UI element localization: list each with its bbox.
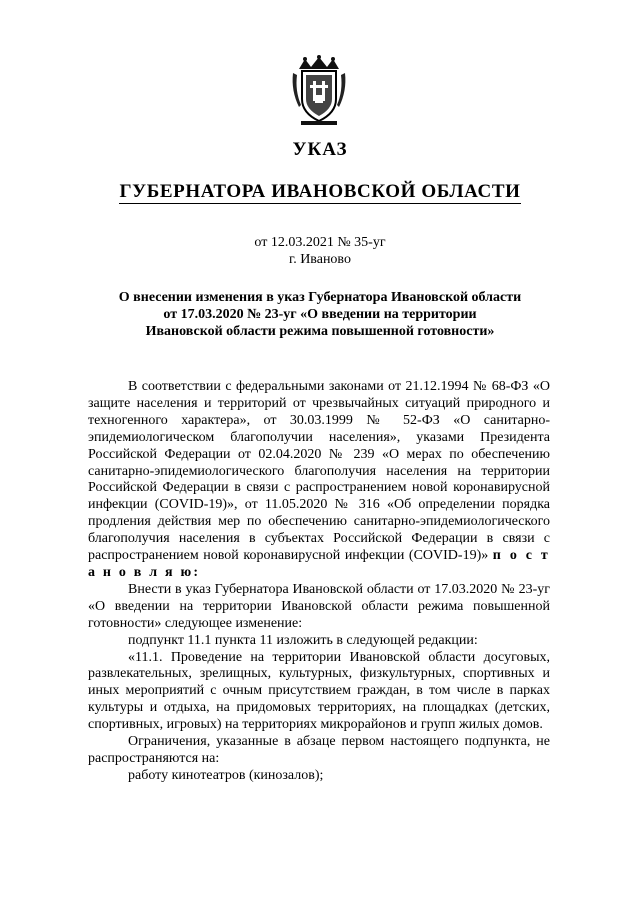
decree-word: п о с т а н о в л я ю: [88,548,551,580]
document-city: г. Иваново [289,252,351,267]
paragraph-5: работу кинотеатров (кинозалов); [128,767,324,783]
paragraph-4: Ограничения, указанные в абзаце первом настоящего подпункта, не распространяются на: [88,734,550,766]
document-date-number: от 12.03.2021 № 35-уг [254,235,386,250]
document-subject [100,289,540,340]
paragraph-1: Внести в указ Губернатора Ивановской области от 17.03.2020 № 23-уг «О введении на территории Ивановской области режима повышенной готовности» следующее изменение: [88,581,550,631]
paragraph-3: «11.1. Проведение на территории Ивановской области досуговых, развлекательных, зрелищных, культурных, физкультурных, спортивных и иных мероприятий с очным присутствием граждан, в том числе в парках культуры и отдыха, на придомовых территориях, на площадках (детских, спортивных, игровых) на территориях микрорайонов и групп жилых домов. [88,649,550,733]
preamble-paragraph [88,379,550,582]
paragraph-2: подпункт 11.1 пункта 11 изложить в следующей редакции: [128,632,478,648]
date-block [0,234,640,268]
subject-line-3: Ивановской области режима повышенной готовности» [145,324,495,339]
authority-label: ГУБЕРНАТОРА ИВАНОВСКОЙ ОБЛАСТИ [119,181,521,202]
preamble-text: В соответствии с федеральными законами от 21.12.1994 № 68-ФЗ «О защите населения и территорий от чрезвычайных ситуаций природного и техногенного характера», от 30.03.1999 № 52-ФЗ «О санитарно-эпидемиологическом благополучии населения», указами Президента Российской Федерации от 02.04.2020 № 239 «О мерах по обеспечению санитарно-эпидемиологического благополучия населения на территории Российской Федерации в связи с распространением новой коронавирусной инфекции (COVID-19)», от 11.05.2020 № 316 «Об определении порядка продления действия мер по обеспечению санитарно-эпидемиологического благополучия населения в субъектах Российской Федерации в связи с распространением новой коронавирусной инфекции (COVID-19)» [88,379,550,564]
document-type: УКАЗ [292,139,348,160]
subject-line-2: от 17.03.2020 № 23-уг «О введении на территории [163,307,477,322]
issuing-authority [0,181,640,203]
coat-of-arms-icon [291,55,347,127]
document-body [88,379,550,785]
subject-line-1: О внесении изменения в указ Губернатора Ивановской области [118,290,522,305]
